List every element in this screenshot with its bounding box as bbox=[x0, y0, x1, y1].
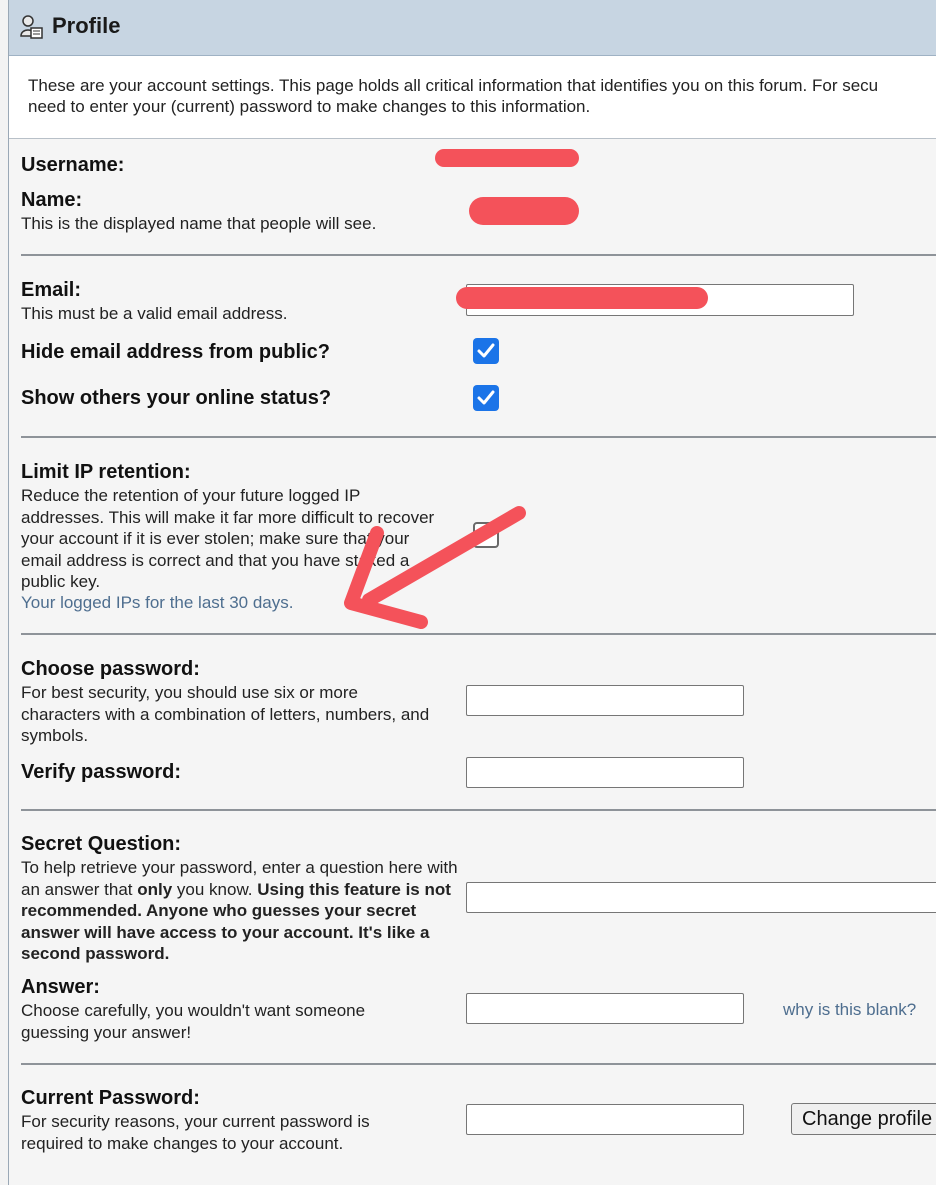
divider bbox=[21, 1063, 936, 1065]
online-status-checkbox[interactable] bbox=[473, 385, 499, 411]
current-password-input[interactable] bbox=[466, 1104, 744, 1135]
name-label: Name: bbox=[21, 189, 83, 211]
username-label: Username: bbox=[21, 154, 125, 176]
divider bbox=[21, 436, 936, 438]
why-blank-link[interactable]: why is this blank? bbox=[783, 1000, 917, 1019]
checkmark-icon bbox=[476, 388, 496, 408]
choose-password-input[interactable] bbox=[466, 685, 744, 716]
secret-question-label: Secret Question: bbox=[21, 833, 182, 855]
name-desc: This is the displayed name that people will see. bbox=[21, 214, 377, 233]
email-label: Email: bbox=[21, 279, 82, 301]
current-password-desc: For security reasons, your current password is required to make changes to your account. bbox=[21, 1112, 370, 1153]
answer-label: Answer: bbox=[21, 976, 100, 998]
email-redaction bbox=[456, 287, 708, 309]
email-desc: This must be a valid email address. bbox=[21, 304, 288, 323]
hide-email-label: Hide email address from public? bbox=[21, 341, 330, 363]
choose-password-desc: For best security, you should use six or more characters with a combination of letters, numbers, and symbols. bbox=[21, 683, 430, 745]
answer-desc: Choose carefully, you wouldn't want someone guessing your answer! bbox=[21, 1001, 366, 1042]
page-title: Profile bbox=[52, 13, 121, 38]
online-status-label: Show others your online status? bbox=[21, 387, 332, 409]
intro-box bbox=[9, 56, 936, 139]
limit-ip-label: Limit IP retention: bbox=[21, 461, 191, 483]
profile-panel bbox=[8, 0, 936, 1185]
hide-email-checkbox[interactable] bbox=[473, 338, 499, 364]
annotation-arrow-icon bbox=[329, 500, 529, 630]
name-redaction bbox=[469, 197, 579, 225]
username-redaction bbox=[435, 149, 579, 167]
change-profile-button[interactable]: Change profile bbox=[791, 1103, 936, 1135]
checkmark-icon bbox=[476, 341, 496, 361]
secret-question-desc: To help retrieve your password, enter a question here with an answer that only you know. Using this feature is not recommended. Anyone who guesses your secret answer will have access to your account. It's like a second password. bbox=[21, 858, 458, 963]
current-password-label: Current Password: bbox=[21, 1087, 200, 1109]
divider bbox=[21, 809, 936, 811]
limit-ip-desc: Reduce the retention of your future logged IP addresses. This will make it far more difficult to recover your account if it is ever stolen; make sure that your email address is correct and that you have staked a public key. bbox=[21, 486, 435, 591]
logged-ips-link[interactable]: Your logged IPs for the last 30 days. bbox=[21, 593, 294, 612]
verify-password-label: Verify password: bbox=[21, 761, 182, 783]
divider bbox=[21, 254, 936, 256]
panel-header bbox=[9, 0, 936, 56]
verify-password-input[interactable] bbox=[466, 757, 744, 788]
answer-input[interactable] bbox=[466, 993, 744, 1024]
intro-text: These are your account settings. This page holds all critical information that identifies you on this forum. For secu need to enter your (current) password to make changes to this information. bbox=[28, 76, 879, 116]
secret-question-input[interactable] bbox=[466, 882, 936, 913]
divider bbox=[21, 633, 936, 635]
user-profile-icon bbox=[19, 14, 43, 40]
choose-password-label: Choose password: bbox=[21, 658, 200, 680]
